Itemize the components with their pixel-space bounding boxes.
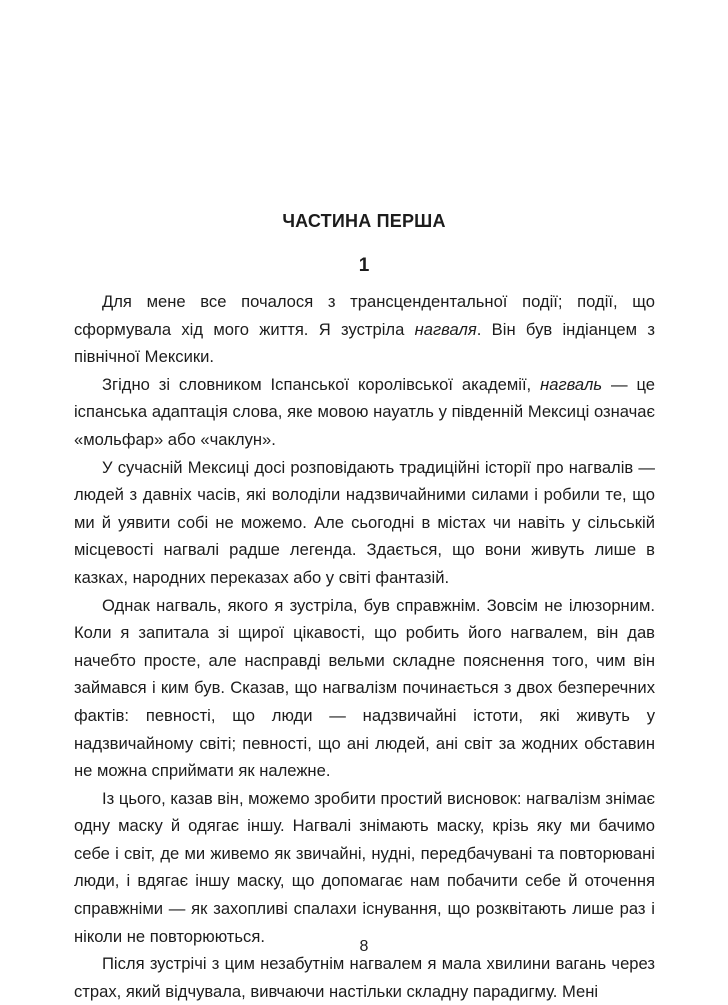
paragraph-text: У сучасній Мексиці досі розповідають традиційні історії про нагвалів — людей з давніх часів, які володіли надзвичайними силами і робили те, що ми й уявити собі не можемо. Але сьогодні в містах чи навіть у сільській місцевості нагвалі радше легенда. Здається, що вони живуть лише в казках, народних переказах або у світі фантазій. xyxy=(74,457,655,587)
paragraph-text: . Він був індіанцем з північної Мексики. xyxy=(74,319,655,367)
paragraph-text: Після зустрічі з цим незабутнім нагвалем я мала хвилини вагань через страх, який відчувала, вивчаючи настільки складну парадигму. Мені xyxy=(74,954,655,1001)
paragraph-text: — це іспанська адаптація слова, яке мовою науатль у південній Мексиці означає «мольфар» або «чаклун». xyxy=(74,374,655,449)
body-text xyxy=(74,288,655,1005)
paragraph-text: Згідно зі словником Іспанської королівської академії, xyxy=(102,374,541,394)
paragraph-text: Із цього, казав він, можемо зробити простий висновок: нагвалізм знімає одну маску й одягає іншу. Нагвалі знімають маску, крізь яку ми бачимо себе і світ, де ми живемо як звичайні, нудні, передбачувані та повторювані люди, і вдягає іншу маску, що допомагає нам побачити себе й оточення справжніми — як захопливі спалахи існування, що розквітають лише раз і ніколи не повторюються. xyxy=(74,788,655,946)
italic-term: нагваля xyxy=(414,319,477,339)
paragraph xyxy=(74,454,655,592)
chapter-title: ЧАСТИНА ПЕРША xyxy=(282,211,446,231)
italic-term: нагваль xyxy=(540,374,603,394)
paragraph xyxy=(74,371,655,454)
paragraph xyxy=(74,950,655,1005)
section-number: 1 xyxy=(358,255,370,276)
paragraph-text: Для мене все почалося з трансцендентальної події; події, що сформувала хід мого життя. Я зустріла xyxy=(74,292,655,339)
page-number: 8 xyxy=(359,938,369,955)
paragraph xyxy=(74,785,655,951)
paragraph-text: Однак нагваль, якого я зустріла, був справжнім. Зовсім не ілюзорним. Коли я запитала зі щирої цікавості, що робить його нагвалем, він дав начебто просте, але насправді вельми складне пояснення того, чим він займався і ким був. Сказав, що нагвалізм починається з двох безперечних фактів: певності, що люди — надзвичайні істоти, які живуть у надзвичайному світі; певності, що ані людей, ані світ за жодних обставин не можна сприймати як належне. xyxy=(74,595,655,781)
paragraph xyxy=(74,288,655,371)
paragraph xyxy=(74,592,655,785)
